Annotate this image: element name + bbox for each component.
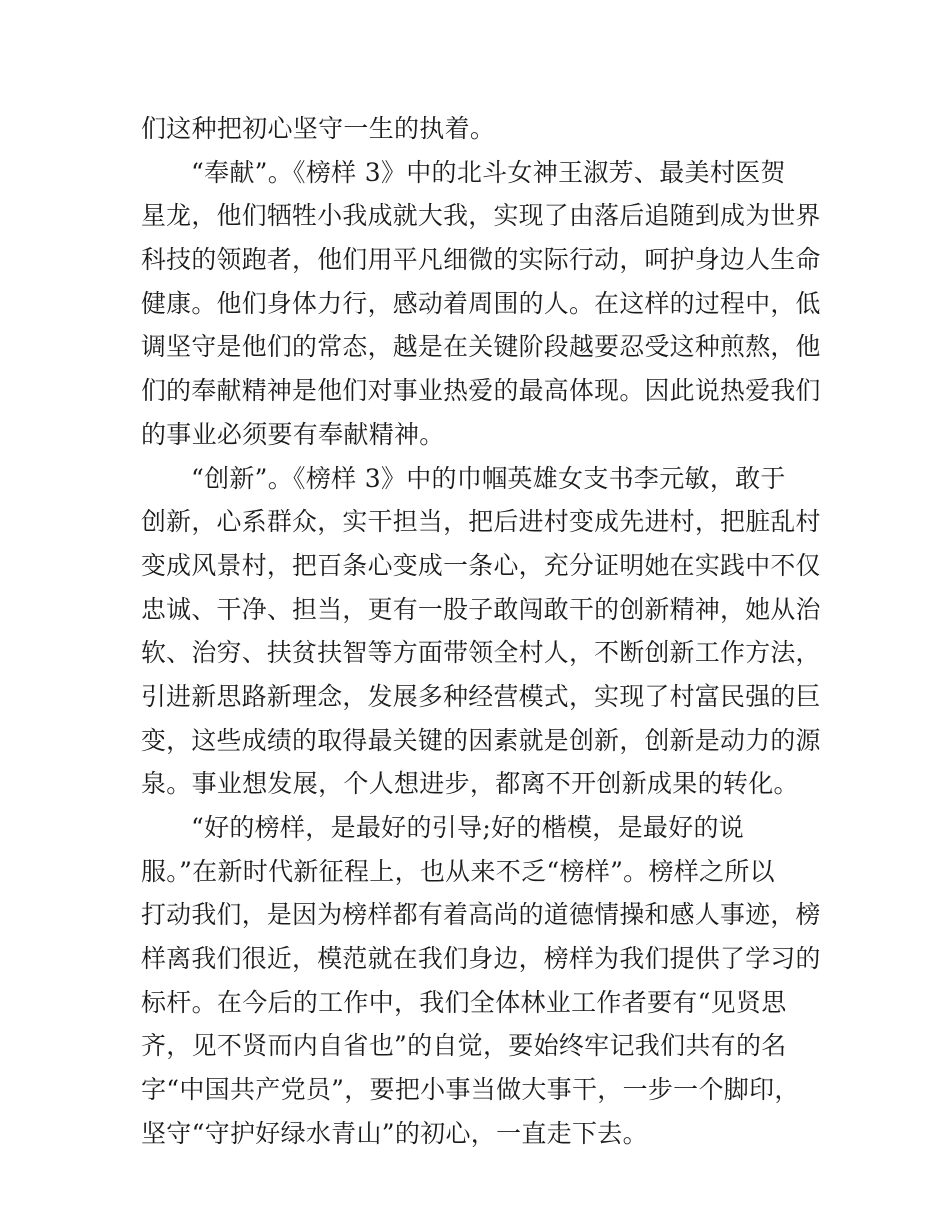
text-line: 字“中国共产党员”，要把小事当做大事干，一步一个脚印， [141, 1075, 800, 1105]
text-line: 创新，心系群众，实干担当，把后进村变成先进村，把脏乱村 [141, 507, 821, 537]
text-line: 样离我们很近，模范就在我们身边，榜样为我们提供了学习的 [141, 944, 821, 974]
text-line: “创新”。《榜样 3》中的巾帼英雄女支书李元敏，敢于 [191, 463, 786, 493]
text-line: 的事业必须要有奉献精神。 [141, 419, 445, 449]
text-line: 引进新思路新理念，发展多种经营模式，实现了村富民强的巨 [141, 681, 821, 711]
text-line: 们的奉献精神是他们对事业热爱的最高体现。因此说热爱我们 [141, 376, 821, 406]
text-line: 变成风景村，把百条心变成一条心，充分证明她在实践中不仅 [141, 550, 821, 580]
text-line: 标杆。在今后的工作中，我们全体林业工作者要有“见贤思 [141, 987, 787, 1017]
text-line: 星龙，他们牺牲小我成就大我，实现了由落后追随到成为世界 [141, 201, 821, 231]
text-line: 齐，见不贤而内自省也”的自觉，要始终牢记我们共有的名 [141, 1031, 787, 1061]
text-line: 软、治穷、扶贫扶智等方面带领全村人，不断创新工作方法， [141, 638, 821, 668]
text-line: 泉。事业想发展，个人想进步，都离不开创新成果的转化。 [141, 769, 799, 799]
text-line: 们这种把初心坚守一生的执着。 [141, 114, 496, 143]
text-line: 变，这些成绩的取得最关键的因素就是创新，创新是动力的源 [141, 725, 821, 755]
text-line: 坚守“守护好绿水青山”的初心，一直走下去。 [141, 1118, 648, 1148]
body-text [141, 107, 821, 1156]
text-line: “奉献”。《榜样 3》中的北斗女神王淑芳、最美村医贺 [191, 157, 786, 187]
text-line: 服。”在新时代新征程上，也从来不乏“榜样”。榜样之所以 [141, 856, 775, 886]
text-line: 打动我们，是因为榜样都有着高尚的道德情操和感人事迹，榜 [141, 900, 821, 930]
text-line: 科技的领跑者，他们用平凡细微的实际行动，呵护身边人生命 [141, 245, 821, 275]
text-line: 健康。他们身体力行，感动着周围的人。在这样的过程中，低 [141, 288, 821, 318]
text-line: 调坚守是他们的常态，越是在关键阶段越要忍受这种煎熬，他 [141, 332, 821, 362]
text-line: 忠诚、干净、担当，更有一股子敢闯敢干的创新精神，她从治 [141, 594, 821, 624]
text-line: “好的榜样，是最好的引导;好的楷模，是最好的说 [191, 813, 745, 842]
